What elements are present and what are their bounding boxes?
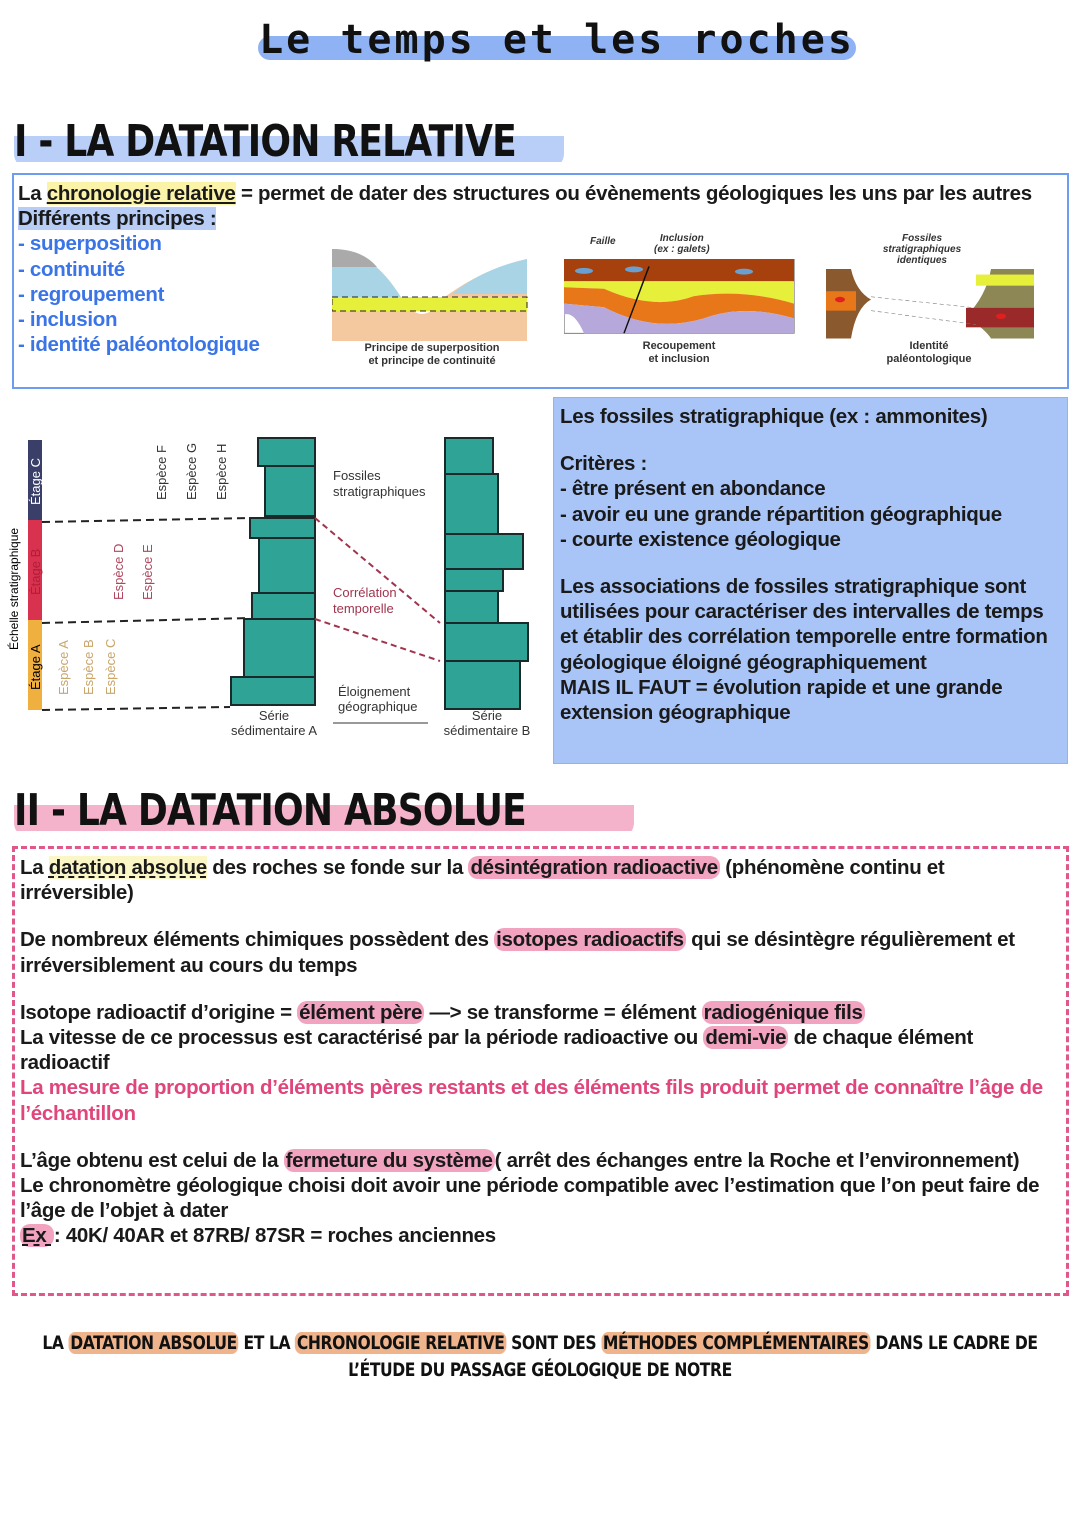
- principle-item: - inclusion: [18, 308, 118, 332]
- svg-text:sédimentaire B: sédimentaire B: [443, 723, 531, 738]
- fig3-caption: Identité paléontologique: [886, 340, 972, 365]
- svg-text:Étage C: Étage C: [28, 458, 43, 505]
- svg-text:sédimentaire A: sédimentaire A: [231, 723, 317, 738]
- svg-text:temporelle: temporelle: [333, 601, 394, 616]
- page-title: Le temps et les roches: [259, 17, 855, 63]
- inclusion-label: Inclusion (ex : galets): [654, 233, 710, 255]
- criterion: - être présent en abondance: [560, 477, 826, 501]
- svg-text:Corrélation: Corrélation: [333, 585, 397, 600]
- conclusion: LA DATATION ABSOLUE ET LA CHRONOLOGIE RELATIVE SONT DES MÉTHODES COMPLÉMENTAIRES DANS LE CADRE DE L’ÉTUDE DU PASSAGE GÉOLOGIQUE DE NOTRE: [42, 1332, 1038, 1381]
- principle-item: - superposition: [18, 232, 162, 256]
- svg-text:Étage B: Étage B: [28, 548, 43, 595]
- superposition-figure: [332, 249, 532, 341]
- section1-heading: I - LA DATATION RELATIVE: [14, 116, 564, 168]
- principle-item: - regroupement: [18, 282, 165, 306]
- svg-text:géographique: géographique: [338, 699, 418, 714]
- section2-heading: II - LA DATATION ABSOLUE: [14, 785, 634, 837]
- svg-text:Espèce C: Espèce C: [103, 638, 118, 695]
- principle-item: - continuité: [18, 257, 125, 281]
- absolute-dating-box: La datation absolue des roches se fonde sur la désintégration radioactive (phénomène continu et irréversible) De nombreux éléments chimiques possèdent des isotopes radioactifs qui se désintègre régulièrement et irréversiblement au cours du temps Isotope radioactif d’origine = élément père —> se transforme = élément radiogénique fils La vitesse de ce processus est caractérisé par la période radioactive ou demi-vie de chaque élément radioactif La mesure de proportion d’éléments pères restants et des éléments fils produit permet de connaître l’âge de l’échantillon L’âge obtenu est celui de la fermeture du système( arrêt des échanges entre la Roche et l’environnement) Le chronomètre géologique choisi doit avoir une période compatible avec l’estimation que l’on peut faire de l’âge de l’objet à dater Ex : 40K/ 40AR et 87RB/ 87SR = roches anciennes: [12, 846, 1069, 1296]
- cross-cutting-figure: [564, 259, 799, 337]
- svg-text:Espèce D: Espèce D: [111, 543, 126, 600]
- stratigraphic-fossils-box: Les fossiles stratigraphique (ex : ammonites) Critères : - être présent en abondance - avoir eu une grande répartition géographique - courte existence géologique Les associations de fossiles stratigraphique sont utilisées pour caractériser des intervalles de temps et établir des corrélation temporelle entre formation géologique éloigné géographiquement MAIS IL FAUT = évolution rapide et une grande extension géographique: [553, 397, 1068, 764]
- principles-label: Différents principes :: [18, 207, 217, 231]
- svg-text:Série: Série: [258, 708, 290, 723]
- fig2-caption: Recoupement et inclusion: [642, 340, 716, 365]
- svg-text:Espèce G: Espèce G: [184, 442, 199, 500]
- svg-text:Espèce B: Espèce B: [81, 639, 96, 695]
- paleontological-identity-figure: [826, 269, 1034, 339]
- svg-text:Espèce E: Espèce E: [140, 544, 155, 600]
- svg-text:Espèce H: Espèce H: [214, 443, 229, 500]
- svg-text:Espèce A: Espèce A: [56, 640, 71, 695]
- svg-text:Fossiles: Fossiles: [333, 468, 381, 483]
- fig1-caption: Principe de superposition et principe de continuité: [364, 342, 500, 367]
- identical-fossils-label: Fossiles stratigraphiques identiques: [882, 233, 962, 266]
- svg-text:Espèce F: Espèce F: [154, 445, 169, 500]
- criterion: - avoir eu une grande répartition géographique: [560, 502, 1002, 526]
- criterion: - courte existence géologique: [560, 527, 841, 551]
- stratigraphic-correlation-diagram: [0, 405, 548, 750]
- svg-text:stratigraphiques: stratigraphiques: [333, 484, 426, 499]
- svg-text:Étage A: Étage A: [28, 644, 43, 690]
- fault-label: Faille: [590, 236, 616, 247]
- relative-dating-box: [12, 173, 1069, 389]
- svg-text:Série: Série: [471, 708, 503, 723]
- svg-text:Échelle stratigraphique: Échelle stratigraphique: [7, 527, 21, 650]
- svg-text:Éloignement: Éloignement: [338, 684, 411, 699]
- intro: La chronologie relative = permet de dater des structures ou évènements géologiques les uns par les autres: [18, 182, 1032, 205]
- principle-item: - identité paléontologique: [18, 333, 260, 357]
